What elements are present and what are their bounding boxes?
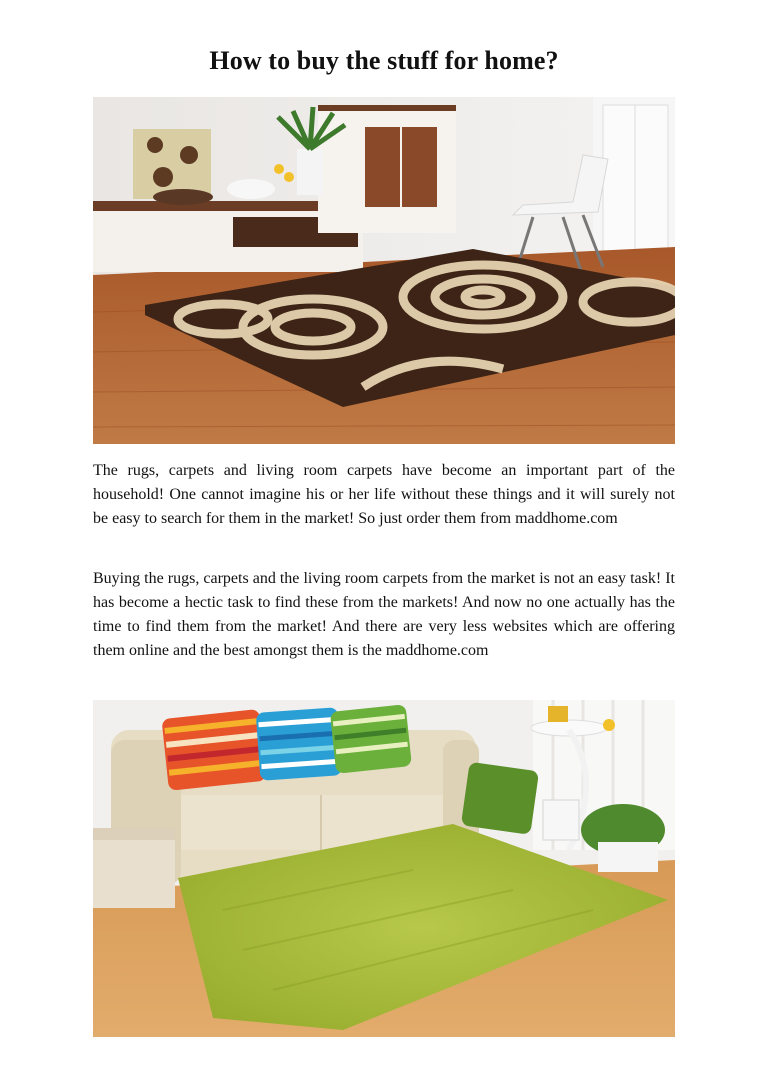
page-title: How to buy the stuff for home? bbox=[209, 46, 559, 75]
buying-paragraph: Buying the rugs, carpets and the living room carpets from the market is not an easy task! It has become a hectic task to find these from the markets! And now no one actually has the time to find them from the market! And there are very less websites which are offering them online and the best amongst them is the maddhome.com bbox=[93, 570, 675, 659]
intro-paragraph: The rugs, carpets and living room carpets have become an important part of the household! One cannot imagine his or her life without these things and it will surely not be easy to search for them in the market! So just order them from maddhome.com bbox=[93, 462, 675, 527]
green-shag-rug-photo bbox=[93, 700, 675, 1037]
brown-swirl-rug-photo bbox=[93, 97, 675, 444]
